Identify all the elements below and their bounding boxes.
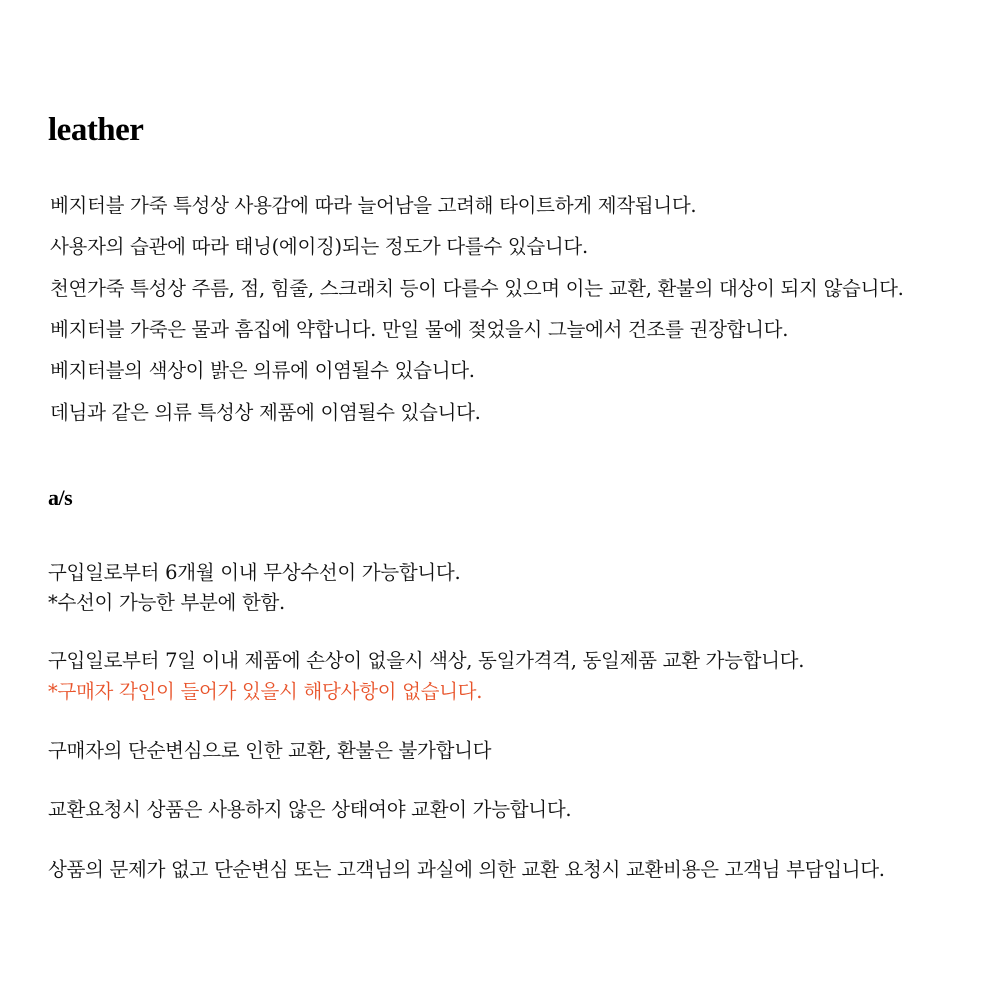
as-repair-line: 구입일로부터 6개월 이내 무상수선이 가능합니다. [48, 561, 461, 584]
as-no-refund-line: 구매자의 단순변심으로 인한 교환, 환불은 불가합니다 [48, 739, 492, 762]
leather-line-4: 베지터블 가죽은 물과 흠집에 약합니다. 만일 물에 젖었을시 그늘에서 건조를 권장합니다. [50, 318, 789, 341]
as-heading: a/s [48, 485, 73, 510]
as-repair-note: *수선이 가능한 부분에 한함. [48, 591, 285, 614]
as-exchange-note: *구매자 각인이 들어가 있을시 해당사항이 없습니다. [48, 680, 483, 703]
leather-line-3: 천연가죽 특성상 주름, 점, 힘줄, 스크래치 등이 다를수 있으며 이는 교환, 환불의 대상이 되지 않습니다. [50, 277, 904, 300]
leather-line-1: 베지터블 가죽 특성상 사용감에 따라 늘어남을 고려해 타이트하게 제작됩니다. [50, 194, 697, 217]
leather-line-5: 베지터블의 색상이 밝은 의류에 이염될수 있습니다. [50, 359, 475, 382]
as-exchange-line: 구입일로부터 7일 이내 제품에 손상이 없을시 색상, 동일가격격, 동일제품 교환 가능합니다. [48, 649, 805, 672]
as-cost-line: 상품의 문제가 없고 단순변심 또는 고객님의 과실에 의한 교환 요청시 교환비용은 고객님 부담입니다. [48, 858, 885, 881]
as-condition-line: 교환요청시 상품은 사용하지 않은 상태여야 교환이 가능합니다. [48, 798, 572, 821]
leather-line-2: 사용자의 습관에 따라 태닝(에이징)되는 정도가 다를수 있습니다. [50, 235, 588, 258]
leather-line-6: 데님과 같은 의류 특성상 제품에 이염될수 있습니다. [50, 401, 481, 424]
leather-heading: leather [48, 112, 144, 148]
